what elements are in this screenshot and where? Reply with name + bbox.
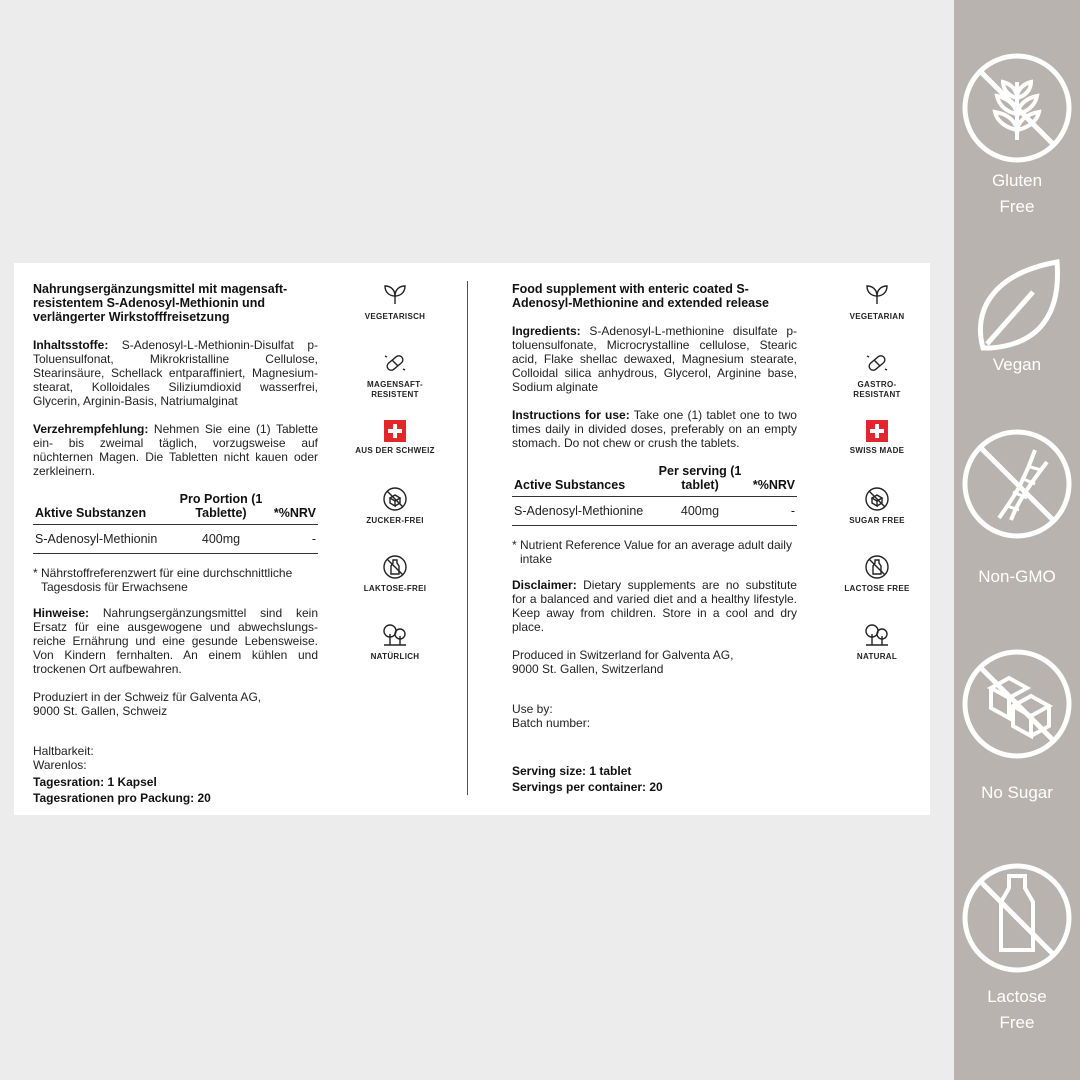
english-ingredients-text: S-Adenosyl-L-methionine disulfate p-toluensulfonate, Microcrystalline cellulose, Stearic acid, Flake shellac dewaxed, Magnesium stearate, Colloidal silica anhydrous, Glycerol, Arginine base, Sodium alginate (512, 324, 797, 394)
sugar-cubes-crossed-icon (961, 648, 1073, 760)
swiss-badge (850, 418, 905, 486)
natural-badge (371, 622, 420, 690)
icon-label: MAGENSAFT-RESISTENT (367, 380, 423, 399)
german-table-col3: *%NRV (273, 506, 316, 520)
german-usage (33, 422, 318, 478)
vegan-badge (961, 252, 1073, 378)
badge-label-line1: No Sugar (981, 783, 1053, 802)
swiss-flag-icon (866, 420, 888, 442)
sugar-free-badge (849, 486, 904, 554)
english-serving-size: Serving size: 1 tablet (512, 764, 632, 778)
english-footnote: * Nutrient Reference Value for an average adult daily intake (512, 538, 792, 566)
german-daily-ration: Tagesration: 1 Kapsel (33, 775, 157, 789)
german-notes-text: Nahrungsergänzungsmittel sind kein Ersatz für eine ausgewogene und abwechslungs-reiche Ernährung und eine gesunde Lebensweise. Von Kindern fernhalten. An einem kühlen und trockenen Ort aufbewahren. (33, 606, 319, 676)
english-substance-table (512, 462, 797, 526)
english-notes-text: Dietary supplements are no substitute for a balanced and varied diet and a healthy lifestyle. Keep away from children. Store in a cool and dry place. (512, 578, 797, 634)
english-table-col3: *%NRV (752, 478, 795, 492)
sugar-cube-icon (864, 486, 890, 512)
icon-label: NATÜRLICH (370, 652, 420, 661)
english-ingredients-label: Ingredients: (512, 324, 581, 338)
table-row (33, 525, 318, 554)
english-table-col1: Active Substances (514, 478, 626, 492)
german-substance-table (33, 490, 318, 554)
german-footnote: * Nährstoffreferenzwert für eine durchschnittliche Tagesdosis für Erwachsene (33, 566, 293, 594)
german-usage-text: Nehmen Sie eine (1) Tablette ein- bis zweimal täglich, vorzugsweise auf nüchternen Magen. Die Tabletten nicht kauen oder zerkleinern. (33, 422, 318, 478)
badge-label-line1: Non-GMO (978, 567, 1056, 586)
badge-label-line1: Vegan (992, 355, 1042, 374)
german-ingredients-label: Inhaltsstoffe: (33, 338, 109, 352)
gastro-resistant-badge (837, 350, 917, 418)
bottle-icon (864, 554, 890, 580)
german-usage-label: Verzehrempfehlung: (33, 422, 149, 436)
natural-badge (857, 622, 897, 690)
sugar-cube-icon (382, 486, 408, 512)
icon-label: GASTRO-RESISTANT (853, 380, 901, 399)
wheat-crossed-icon (961, 52, 1073, 164)
german-producer-line1: Produziert in der Schweiz für Galventa AG, (33, 690, 262, 704)
sugar-free-badge (366, 486, 424, 554)
german-producer (33, 690, 318, 718)
english-use-by: Use by: (512, 702, 553, 716)
german-shelf-life: Haltbarkeit: (33, 744, 94, 758)
swiss-flag-icon (384, 420, 406, 442)
badge-label-line2: Free (999, 1013, 1035, 1032)
trees-icon (382, 622, 408, 648)
capsule-icon (382, 350, 408, 376)
german-producer-line2: 9000 St. Gallen, Schweiz (33, 704, 168, 718)
dna-crossed-icon (961, 428, 1073, 540)
gluten-free-badge (961, 52, 1073, 220)
icon-label: LAKTOSE-FREI (363, 584, 427, 593)
badge-label-line2: Free (999, 197, 1035, 216)
english-title: Food supplement with enteric coated S-Adenosyl-Methionine and extended release (512, 282, 770, 310)
english-table-col2: Per serving (1 tablet) (658, 464, 742, 492)
german-ingredients-text: S-Adenosyl-L-Methionin-Disulfat p-Toluensulfonat, Mikrokristalline Cellulose, Stearinsäure, Schellack entparaffiniert, Magnesium-stearat, Kolloidales Siliziumdioxid wasserfrei, Glycerin, Arginin-Basis, Natriumalginat (33, 338, 318, 408)
vegetarian-badge (365, 282, 426, 350)
icon-label: SUGAR FREE (849, 516, 905, 525)
english-usage-text: Take one (1) tablet one to two times daily in divided doses, preferably on an empty stomach. Do not chew or crush the tablets. (512, 408, 797, 450)
lactose-free-badge (844, 554, 909, 622)
badge-label-line1: Gluten (991, 171, 1043, 190)
german-rations-per-pack: Tagesrationen pro Packung: 20 (33, 791, 211, 805)
capsule-icon (864, 350, 890, 376)
english-producer-line1: Produced in Switzerland for Galventa AG, (512, 648, 734, 662)
english-text-column (512, 282, 797, 794)
english-row-name: S-Adenosyl-Methionine (514, 504, 644, 518)
english-notes-label: Disclaimer: (512, 578, 577, 592)
english-producer (512, 648, 797, 676)
leaf-pair-icon (864, 282, 890, 308)
icon-label: LACTOSE FREE (844, 584, 910, 593)
german-row-name: S-Adenosyl-Methionin (35, 532, 158, 546)
german-notes-label: Hinweise: (33, 606, 90, 620)
language-divider (467, 281, 468, 795)
english-row-nrv: - (790, 504, 795, 518)
english-servings-per-container: Servings per container: 20 (512, 780, 663, 794)
german-row-amount: 400mg (201, 532, 241, 546)
german-title: Nahrungsergänzungsmittel mit magensaft-resistentem S-Adenosyl-Methionin und verlängerter Wirkstofffreisetzung (33, 282, 288, 324)
icon-label: SWISS MADE (849, 446, 905, 455)
bottle-crossed-icon (961, 862, 1073, 974)
lactose-free-badge-large (961, 862, 1073, 1036)
icon-label: NATURAL (856, 652, 898, 661)
english-usage (512, 408, 797, 450)
icon-label: VEGETARISCH (364, 312, 426, 321)
english-usage-label: Instructions for use: (512, 408, 630, 422)
bottle-icon (382, 554, 408, 580)
english-producer-line2: 9000 St. Gallen, Switzerland (512, 662, 664, 676)
german-row-nrv: - (311, 532, 316, 546)
german-notes (33, 606, 318, 676)
german-table-col2: Pro Portion (1 Tablette) (179, 492, 263, 520)
english-notes (512, 578, 797, 634)
gastro-resistant-badge (355, 350, 435, 418)
german-table-col1: Aktive Substanzen (35, 506, 147, 520)
icon-label: AUS DER SCHWEIZ (355, 446, 435, 455)
vegetarian-badge (850, 282, 905, 350)
german-icon-column (355, 282, 435, 690)
lactose-free-badge (364, 554, 427, 622)
icon-label: ZUCKER-FREI (366, 516, 424, 525)
german-batch: Warenlos: (33, 758, 87, 772)
non-gmo-badge (961, 428, 1073, 590)
trees-icon (864, 622, 890, 648)
swiss-badge (355, 418, 435, 486)
leaf-pair-icon (382, 282, 408, 308)
leaf-icon (961, 252, 1073, 364)
english-ingredients (512, 324, 797, 394)
icon-label: VEGETARIAN (849, 312, 905, 321)
english-row-amount: 400mg (680, 504, 720, 518)
english-icon-column (837, 282, 917, 690)
english-batch: Batch number: (512, 716, 591, 730)
table-row (512, 497, 797, 526)
badge-label-line1: Lactose (987, 987, 1047, 1006)
german-ingredients (33, 338, 318, 408)
german-text-column (33, 282, 318, 805)
no-sugar-badge (961, 648, 1073, 806)
